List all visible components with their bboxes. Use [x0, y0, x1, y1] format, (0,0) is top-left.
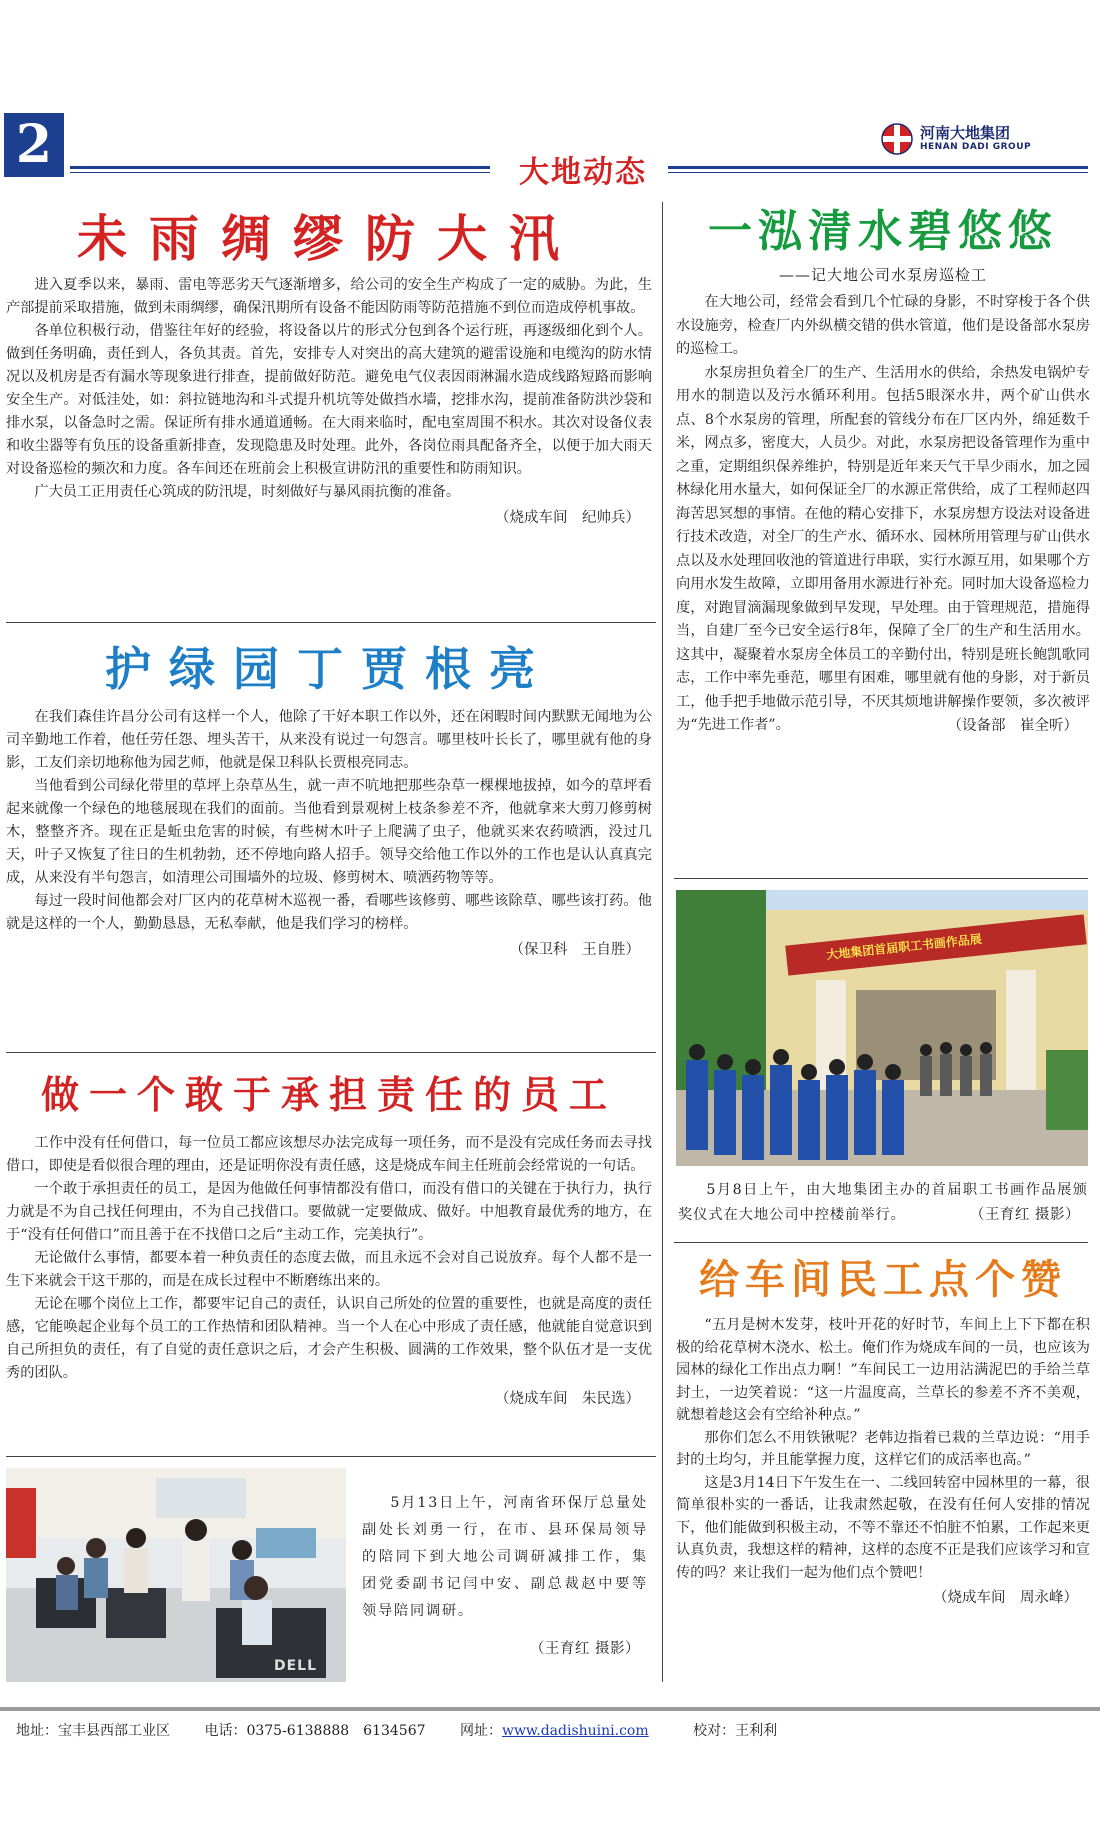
- footer-address: 地址：宝丰县西部工业区: [16, 1723, 170, 1739]
- header-rule-right-thin: [668, 172, 1088, 173]
- caption-text: 5月13日上午，河南省环保厅总量处副处长刘勇一行，在市、县环保局领导的陪同下到大地公司调研减排工作，集团党委副书记闫中安、副总裁赵中要等领导陪同调研。: [362, 1495, 648, 1619]
- headline: 给车间民工点个赞: [699, 1257, 1067, 1303]
- paragraph: 那你们怎么不用铁锹呢？老韩边指着已栽的兰草边说：“用手封的土均匀，并且能掌握力度，这样它们的成活率也高。”: [676, 1429, 1090, 1468]
- headline: 做一个敢于承担责任的员工: [40, 1073, 617, 1117]
- column-divider: [662, 202, 663, 1682]
- office-scene-image: [6, 1468, 346, 1682]
- logo-chinese-name: 河南大地集团: [920, 124, 1011, 142]
- footer-website-link[interactable]: www.dadishuini.com: [501, 1723, 649, 1739]
- article-flood-prevention: [6, 208, 652, 530]
- logo-english-name: HENAN DADI GROUP: [920, 142, 1032, 152]
- article-body: [676, 1314, 1090, 1584]
- caption-text: 5月8日上午，由大地集团主办的首届职工书画作品展颁奖仪式在大地公司中控楼前举行。: [678, 1182, 1088, 1223]
- footer-website-group: [460, 1723, 649, 1739]
- byline: （烧成车间 朱民选）: [495, 1391, 640, 1407]
- globe-emblem-icon: [880, 122, 914, 156]
- article-separator: [6, 1456, 656, 1457]
- paragraph: 工作中没有任何借口，每一位员工都应该想尽办法完成每一项任务，而不是没有完成任务而去寻找借口，即使是看似很合理的理由，还是证明你没有责任感，这是烧成车间主任班前会经常说的一句话。: [6, 1135, 652, 1174]
- paragraph: 无论做什么事情，都要本着一种负责任的态度去做，而且永远不会对自己说放弃。每个人都不是一生下来就会干这干那的，而是在成长过程中不断磨练出来的。: [6, 1250, 652, 1289]
- footer-phone: 电话：0375-6138888 6134567: [204, 1723, 426, 1739]
- subheadline: ——记大地公司水泵房巡检工: [778, 266, 987, 284]
- footer-rule: [0, 1707, 1100, 1711]
- paragraph: 水泵房担负着全厂的生产、生活用水的供给，余热发电锅炉专用水的制造以及污水循环利用。包括5眼深水井，两个矿山供水点、8个水泵房的管理，所配套的管线分布在厂区内外，绵延数千米，网点多，密度大，人员少。对此，水泵房把设备管理作为重中之重，定期组织保养维护，特别是近年来天气干旱少雨水，加之园林绿化用水量大，如何保证全厂的水源正常供给，成了工程师赵四海苦思冥想的事情。在他的精心安排下，水泵房想方设法对设备进行技术改造，对全厂的生产水、循环水、园林所用管理与矿山供水点以及水处理回收池的管道进行串联，实行水源互用，如果哪个方向用水发生故障，立即用备用水源进行补充。同时加大设备巡检力度，对跑冒滴漏现象做到早发现，早处理。由于管理规范，措施得当，自建厂至今已安全运行8年，保障了全厂的生产和生活用水。这其中，凝聚着水泵房全体员工的辛勤付出，特别是班长鲍凯歌同志，工作中率先垂范，哪里有困难，哪里就有他的身影，对于新员工，他手把手地做示范引导，不厌其烦地讲解操作要领，多次被评为“先进工作者”。: [676, 364, 1090, 733]
- byline: （保卫科 王自胜）: [509, 942, 640, 958]
- article-separator: [6, 1052, 656, 1053]
- paragraph: 进入夏季以来，暴雨、雷电等恶劣天气逐渐增多，给公司的安全生产构成了一定的威胁。为此，生产部提前采取措施，做到未雨绸缪，确保汛期所有设备不能因防雨等防范措施不到位而造成停机事故。: [6, 277, 652, 316]
- paragraph: 这是3月14日下午发生在一、二线回转窑中园林里的一幕，很简单很朴实的一番话，让我肃然起敬，在没有任何人安排的情况下，他们能做到积极主动，不等不靠还不怕脏不怕累，工作起来更认真负责，我想这样的精神，这样的态度不正是我们应该学习和宣传的吗？来让我们一起为他们点个赞吧！: [676, 1474, 1090, 1581]
- paragraph: 一个敢于承担责任的员工，是因为他做任何事情都没有借口，而没有借口的关键在于执行力，执行力就是不为自己找任何理由，不为自己找借口。要做就一定要做成、做好。中旭教育最优秀的地方，在于“没有任何借口”而且善于在不找借口之后“主动工作，完美执行”。: [6, 1181, 652, 1243]
- company-logo: [880, 120, 1040, 158]
- article-water-pump: [676, 204, 1090, 738]
- photo-caption-left: [362, 1490, 648, 1661]
- photo-calligraphy-exhibition: [676, 890, 1088, 1166]
- headline: 护绿园丁贾根亮: [105, 642, 553, 696]
- header-rule-left-thin: [70, 172, 490, 173]
- article-gardener: [6, 636, 652, 962]
- headline: 未雨绸缪防大汛: [77, 210, 581, 268]
- article-body: [676, 291, 1090, 738]
- caption-credit: （王育红 摄影）: [969, 1207, 1080, 1223]
- byline: （烧成车间 纪帅兵）: [495, 510, 640, 526]
- paragraph: 当他看到公司绿化带里的草坪上杂草丛生，就一声不吭地把那些杂草一棵棵地拔掉，如今的草坪看起来就像一个绿色的地毯展现在我们的面前。当他看到景观树上枝条参差不齐，他就拿来大剪刀修剪树木，整整齐齐。现在正是蚯虫危害的时候，有些树木叶子上爬满了虫子，他就买来农药喷洒，没过几天，叶子又恢复了往日的生机勃勃，还不停地向路人招手。领导交给他工作以外的工作也是认认真真完成，从来没有半句怨言，如清理公司围墙外的垃圾、修剪树木、喷洒药物等等。: [6, 778, 652, 886]
- article-body: [6, 274, 652, 504]
- article-responsibility: [6, 1066, 652, 1411]
- header-rule-right: [668, 166, 1088, 169]
- caption-credit: （王育红 摄影）: [529, 1641, 640, 1657]
- byline: （烧成车间 周永峰）: [933, 1590, 1078, 1606]
- paragraph: 在大地公司，经常会看到几个忙碌的身影，不时穿梭于各个供水设施旁，检查厂内外纵横交错的供水管道，他们是设备部水泵房的巡检工。: [676, 294, 1090, 357]
- page-number: 2: [4, 113, 64, 177]
- exhibition-banner-text: 大地集团首届职工书画作品展: [825, 931, 983, 963]
- article-body: [6, 706, 652, 936]
- headline: 一泓清水碧悠悠: [708, 206, 1058, 257]
- paragraph: 广大员工正用责任心筑成的防汛堤，时刻做好与暴风雨抗衡的准备。: [34, 484, 461, 500]
- article-separator: [674, 878, 1088, 879]
- paragraph: 在我们森佳许昌分公司有这样一个人，他除了干好本职工作以外，还在闲暇时间内默默无闻地为公司辛勤地工作着，他任劳任怨、埋头苦干，从来没有说过一句怨言。哪里枝叶长长了，哪里就有他的身影，工友们亲切地称他为园艺师，他就是保卫科队长贾根亮同志。: [6, 709, 652, 771]
- article-separator: [674, 1242, 1088, 1243]
- ceremony-scene-image: [676, 890, 1088, 1166]
- byline: （设备部 崔全听）: [947, 717, 1078, 734]
- article-workers-praise: [676, 1252, 1090, 1610]
- article-separator: [6, 622, 656, 623]
- paragraph: 每过一段时间他都会对厂区内的花草树木巡视一番，看哪些该修剪、哪些该除草、哪些该打药。他就是这样的一个人，勤勤恳恳，无私奉献，他是我们学习的榜样。: [6, 893, 652, 932]
- footer-website-label: 网址：: [459, 1723, 502, 1739]
- paragraph: “五月是树木发芽，枝叶开花的好时节，车间上上下下都在积极的给花草树木浇水、松土。俺们作为烧成车间的一员，也应该为园林的绿化工作出点力啊！”车间民工一边用沾满泥巴的手给兰草封土，一边笑着说：“这一片温度高，兰草长的参差不齐不美观，就想着趁这会有空给补种点。”: [676, 1317, 1090, 1423]
- photo-caption-right: [678, 1178, 1088, 1227]
- paragraph: 各单位积极行动，借鉴往年好的经验，将设备以片的形式分包到各个运行班，再逐级细化到个人。做到任务明确，责任到人，各负其责。首先，安排专人对突出的高大建筑的避雷设施和电缆沟的防水情况以及机房是否有漏水等现象进行排查，提前做好防范。避免电气仪表因雨淋漏水造成线路短路而影响安全生产。对低洼处，如：斜拉链地沟和斗式提升机坑等处做挡水墙，挖排水沟，提前准备防洪沙袋和排水泵，以备急时之需。保证所有排水通道通畅。在大雨来临时，配电室周围不积水。其次对设备仪表和收尘器等有负压的设备重新排查，发现隐患及时处理。此外，各岗位雨具配备齐全，以便于加大雨天对设备巡检的频次和力度。各车间还在班前会上积极宣讲防汛的重要性和防雨知识。: [6, 323, 652, 477]
- footer-proofreader: 校对：王利利: [693, 1723, 778, 1739]
- photo-environmental-inspection: [6, 1468, 346, 1682]
- section-title: 大地动态: [519, 155, 647, 190]
- paragraph: 无论在哪个岗位上工作，都要牢记自己的责任，认识自己所处的位置的重要性，也就是高度的责任感，它能唤起企业每个员工的工作热情和团队精神。当一个人在心中形成了责任感，他就能自觉意识到自己所担负的责任，有了自觉的责任意识之后，才会产生积极、圆满的工作效果，整个队伍才是一支优秀的团队。: [6, 1296, 652, 1381]
- article-body: [6, 1132, 652, 1385]
- footer: [16, 1720, 807, 1740]
- monitor-brand-label: DELL: [274, 1658, 318, 1674]
- header-rule-left: [70, 166, 490, 169]
